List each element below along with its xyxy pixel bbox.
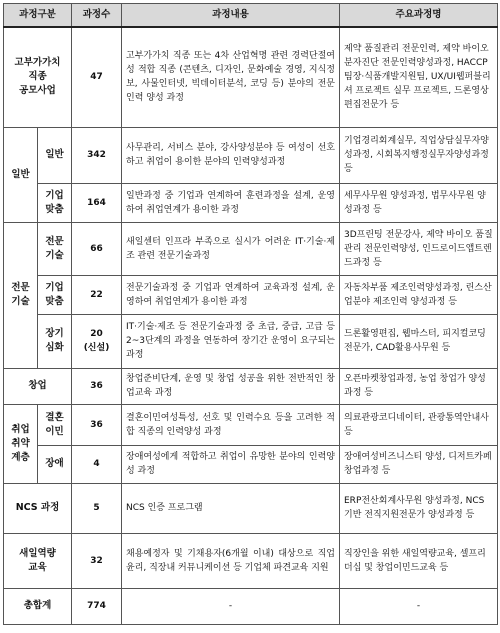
row-content: IT·기술·제조 등 전문기술과정 중 초급, 중급, 고급 등 2~3단계의 과정을 연동하여 장기간 운영이 요구되는 과정: [122, 314, 340, 368]
table-header-row: [4, 4, 498, 28]
table-row: [4, 127, 498, 183]
row-count: 342: [72, 127, 122, 183]
table-row-total: [4, 588, 498, 624]
row-content: 장애여성에게 적합하고 취업이 유망한 분야의 인력양성 과정: [122, 445, 340, 483]
row-content: 채용예정자 및 기채용자(6개월 이내) 대상으로 직업윤리, 직장내 커뮤니케이션 등 기업체 파견교육 지원: [122, 533, 340, 588]
row-courses: ERP전산회계사무원 양성과정, NCS 기반 전직지원전문가 양성과정 등: [340, 483, 498, 533]
row-category: NCS 과정: [4, 483, 72, 533]
row-subcategory: 장애: [38, 445, 72, 483]
row-content: 사무관리, 서비스 분야, 강사양성분야 등 여성이 선호하고 취업이 용이한 분야의 인력양성과정: [122, 127, 340, 183]
total-content: -: [122, 588, 340, 624]
row-courses: 자동차부품 제조인력양성과정, 린스산업분야 제조인력 양성과정 등: [340, 275, 498, 314]
total-courses: -: [340, 588, 498, 624]
row-count: 36: [72, 368, 122, 404]
header-courses: 주요과정명: [340, 4, 498, 28]
total-count: 774: [72, 588, 122, 624]
table-row: [4, 368, 498, 404]
row-count: 32: [72, 533, 122, 588]
table-row: [4, 404, 498, 445]
row-category: 새일역량 교육: [4, 533, 72, 588]
table-row: [4, 183, 498, 222]
row-category: 취업 취약 계층: [4, 404, 38, 483]
row-subcategory: 전문 기술: [38, 222, 72, 275]
row-count: 22: [72, 275, 122, 314]
row-count: 66: [72, 222, 122, 275]
total-label: 총합계: [4, 588, 72, 624]
row-count: 47: [72, 27, 122, 127]
table-row: [4, 222, 498, 275]
row-category: 전문 기술: [4, 222, 38, 368]
table-row: [4, 533, 498, 588]
row-count: 20 (신설): [72, 314, 122, 368]
row-subcategory: 결혼 이민: [38, 404, 72, 445]
row-category: 고부가가치 직종 공모사업: [4, 27, 72, 127]
row-content: 결혼이민여성특성, 선호 및 인력수요 등을 고려한 적합 직종의 인력양성 과정: [122, 404, 340, 445]
row-count: 36: [72, 404, 122, 445]
table-row: [4, 27, 498, 127]
row-content: NCS 인증 프로그램: [122, 483, 340, 533]
table-row: [4, 445, 498, 483]
row-subcategory: 일반: [38, 127, 72, 183]
row-courses: 세무사무원 양성과정, 법무사무원 양성과정 등: [340, 183, 498, 222]
row-courses: 오픈마켓창업과정, 농업 창업가 양성과정 등: [340, 368, 498, 404]
header-content: 과정내용: [122, 4, 340, 28]
row-category: 창업: [4, 368, 72, 404]
row-count: 164: [72, 183, 122, 222]
table-row: [4, 275, 498, 314]
header-category: 과정구분: [4, 4, 72, 28]
row-content: 새일센터 인프라 부족으로 실시가 어려운 IT·기술·제조 관련 전문기술과정: [122, 222, 340, 275]
table-row: [4, 483, 498, 533]
table-row: [4, 314, 498, 368]
row-count: 4: [72, 445, 122, 483]
row-courses: 3D프린팅 전문강사, 제약 바이오 품질관리 전문인력양성, 인드로이드앱트렌드과정 등: [340, 222, 498, 275]
row-subcategory: 장기 심화: [38, 314, 72, 368]
row-subcategory: 기업 맞춤: [38, 275, 72, 314]
row-content: 창업준비단계, 운영 및 창업 성공을 위한 전반적인 창업교육 과정: [122, 368, 340, 404]
row-courses: 기업경리회계실무, 직업상담실무자양성과정, 시회복지행정실무자양성과정 등: [340, 127, 498, 183]
row-content: 전문기술과정 중 기업과 연계하여 교육과정 설계, 운영하여 취업연계가 용이한 과정: [122, 275, 340, 314]
row-courses: 장애여성비즈니스티 양성, 디저트카페 창업과정 등: [340, 445, 498, 483]
row-content: 일반과정 중 기업과 연계하여 훈련과정을 설계, 운영하여 취업연계가 용이한 과정: [122, 183, 340, 222]
row-courses: 드론활영편집, 웹마스터, 피지컬코딩전문가, CAD활용사무원 등: [340, 314, 498, 368]
row-count: 5: [72, 483, 122, 533]
row-category: 일반: [4, 127, 38, 222]
header-count: 과정수: [72, 4, 122, 28]
course-table: [3, 3, 498, 625]
row-courses: 의료관광코디네이터, 관광통역안내사 등: [340, 404, 498, 445]
row-courses: 직장인을 위한 새일역량교육, 셀프리더십 및 창업이민드교육 등: [340, 533, 498, 588]
row-subcategory: 기업 맞춤: [38, 183, 72, 222]
row-courses: 제약 품질관리 전문인력, 제약 바이오분자진단 전문인력양성과정, HACCP팀장·식품개발지원팀, UX/UI웹퍼블리셔 프로젝트 실무 프로젝트, 드론영상편집전문가 등: [340, 27, 498, 127]
row-content: 고부가가치 직종 또는 4차 산업혁명 관련 경력단절여성 적합 직종 (콘텐츠, 디자인, 문화예술 경영, 지식정보, 사물인터넷, 빅데이터분석, 코딩 등) 분야의 전문인력 양성 과정: [122, 27, 340, 127]
